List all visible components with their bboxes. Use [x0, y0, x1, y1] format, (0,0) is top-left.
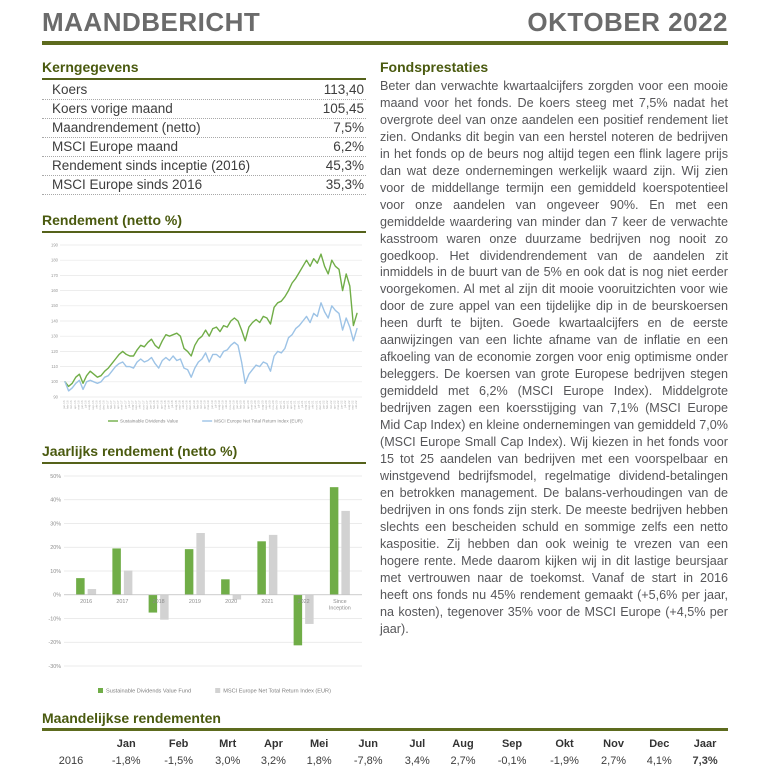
svg-text:-10%: -10%	[48, 616, 61, 623]
svg-text:jan-22: jan-22	[321, 400, 326, 409]
svg-text:aug-22: aug-22	[346, 400, 351, 410]
svg-text:2017: 2017	[116, 598, 129, 605]
cumulative-return-heading: Rendement (netto %)	[42, 212, 366, 233]
key-figure-label: MSCI Europe maand	[52, 139, 179, 154]
annual-return-heading: Jaarlijks rendement (netto %)	[42, 443, 366, 464]
svg-text:dec-19: dec-19	[231, 400, 236, 410]
key-figure-row	[42, 119, 366, 138]
key-figure-label: Koers	[52, 82, 88, 97]
key-figure-value: 35,3%	[325, 177, 364, 192]
svg-text:feb-21: feb-21	[281, 400, 286, 410]
return-cell: -1,9%	[550, 755, 579, 767]
svg-text:nov-18: nov-18	[184, 400, 189, 410]
monthly-returns-rule	[42, 728, 728, 731]
svg-text:120: 120	[51, 348, 58, 354]
svg-text:aug-17: aug-17	[130, 400, 135, 410]
svg-text:apr-21: apr-21	[289, 400, 294, 410]
return-cell: 3,2%	[260, 755, 286, 767]
monthly-returns-heading: Maandelijkse rendementen	[42, 710, 221, 726]
right-column	[380, 59, 728, 704]
svg-text:MSCI Europe Net Total Return I: MSCI Europe Net Total Return Index (EUR)	[214, 418, 303, 424]
svg-text:-20%: -20%	[48, 640, 61, 647]
svg-text:0%: 0%	[53, 592, 61, 599]
key-figure-value: 105,45	[322, 101, 364, 116]
svg-text:jul-20: jul-20	[256, 400, 261, 408]
svg-text:aug-16: aug-16	[87, 400, 92, 410]
svg-text:apr-20: apr-20	[245, 400, 250, 410]
svg-text:okt-20: okt-20	[267, 400, 272, 409]
svg-text:aug-20: aug-20	[260, 400, 265, 410]
monthly-column-header: Mei	[309, 738, 329, 750]
svg-text:sep-21: sep-21	[307, 400, 312, 410]
monthly-column-header: Feb	[168, 738, 189, 750]
monthly-header-row	[42, 736, 728, 753]
key-figure-row	[42, 81, 366, 100]
svg-text:dec-18: dec-18	[188, 400, 193, 410]
svg-text:10%: 10%	[50, 568, 61, 575]
svg-text:feb-16: feb-16	[65, 400, 70, 410]
fondsprestaties-heading: Fondsprestaties	[380, 59, 489, 75]
monthly-column-header: Mrt	[219, 738, 237, 750]
svg-text:sep-22: sep-22	[350, 400, 355, 410]
svg-text:jan-18: jan-18	[148, 400, 153, 409]
monthly-column-header: Jan	[116, 738, 136, 750]
svg-text:Sustainable Dividends Value: Sustainable Dividends Value	[120, 418, 179, 424]
key-figure-value: 7,5%	[333, 120, 364, 135]
monthly-year-row	[42, 753, 728, 768]
key-figure-label: Rendement sinds inceptie (2016)	[52, 158, 251, 173]
svg-text:jun-18: jun-18	[166, 400, 171, 409]
svg-text:20%: 20%	[50, 545, 61, 552]
monthly-column-header: Nov	[603, 738, 624, 750]
return-cell: 3,4%	[404, 755, 430, 767]
svg-text:150: 150	[51, 303, 58, 309]
svg-text:mrt-20: mrt-20	[242, 400, 247, 410]
svg-text:mei-16: mei-16	[76, 400, 81, 410]
svg-text:160: 160	[51, 288, 58, 293]
header-rule	[42, 41, 728, 45]
svg-text:feb-17: feb-17	[108, 400, 113, 410]
svg-text:2019: 2019	[188, 598, 201, 605]
key-figure-row	[42, 100, 366, 119]
monthly-column-header: Dec	[649, 738, 670, 750]
svg-text:2018: 2018	[152, 598, 165, 605]
svg-text:Since: Since	[333, 598, 347, 605]
svg-text:sep-19: sep-19	[220, 400, 225, 410]
return-cell: -1,8%	[111, 755, 141, 767]
svg-text:130: 130	[51, 333, 58, 339]
svg-text:110: 110	[51, 364, 58, 369]
key-figure-row	[42, 138, 366, 157]
kerngegevens-section	[42, 59, 366, 195]
monthly-column-header	[42, 736, 100, 753]
annual-return-chart	[42, 470, 366, 704]
svg-text:140: 140	[51, 318, 58, 324]
svg-text:nov-19: nov-19	[227, 400, 232, 410]
svg-text:40%: 40%	[50, 497, 61, 504]
key-figure-label: Maandrendement (netto)	[52, 120, 201, 135]
svg-text:okt-22: okt-22	[354, 400, 358, 409]
return-cell: 3,0%	[215, 755, 241, 767]
svg-text:dec-21: dec-21	[317, 400, 322, 410]
svg-text:apr-19: apr-19	[202, 400, 207, 410]
svg-text:jan-17: jan-17	[105, 400, 110, 409]
svg-text:aug-18: aug-18	[173, 400, 178, 410]
monthly-column-header: Jul	[409, 738, 426, 750]
svg-text:2020: 2020	[225, 598, 238, 605]
svg-text:jan-21: jan-21	[278, 400, 283, 409]
svg-text:dec-20: dec-20	[274, 400, 279, 410]
svg-text:apr-16: apr-16	[72, 400, 77, 410]
svg-text:apr-17: apr-17	[116, 400, 121, 410]
svg-text:mei-19: mei-19	[206, 400, 211, 410]
svg-text:mei-17: mei-17	[119, 400, 124, 410]
key-figure-row	[42, 176, 366, 195]
svg-text:mrt-16: mrt-16	[69, 400, 74, 410]
svg-text:jul-19: jul-19	[213, 400, 218, 408]
svg-text:nov-20: nov-20	[271, 400, 276, 410]
svg-text:nov-17: nov-17	[141, 400, 146, 410]
svg-text:100: 100	[51, 379, 58, 385]
key-figures-table	[42, 81, 366, 195]
svg-text:sep-20: sep-20	[263, 400, 268, 410]
svg-text:-30%: -30%	[48, 663, 61, 670]
svg-text:jan-20: jan-20	[235, 400, 240, 409]
cumulative-return-section	[42, 212, 366, 431]
monthly-column-header: Aug	[452, 738, 474, 750]
svg-text:okt-21: okt-21	[310, 400, 315, 409]
svg-text:jul-22: jul-22	[343, 400, 348, 408]
return-cell: 2,7%	[601, 755, 627, 767]
svg-text:okt-17: okt-17	[137, 400, 142, 409]
svg-text:feb-18: feb-18	[152, 400, 157, 410]
return-cell: 2,7%	[450, 755, 476, 767]
year-cell: 2016	[58, 755, 84, 767]
svg-text:2021: 2021	[261, 598, 274, 605]
report-period: OKTOBER 2022	[527, 7, 728, 37]
svg-text:nov-21: nov-21	[314, 400, 319, 410]
return-cell: 1,8%	[306, 755, 332, 767]
monthly-column-header: Jun	[358, 738, 378, 750]
svg-text:jun-16: jun-16	[80, 400, 85, 409]
svg-text:mei-18: mei-18	[162, 400, 167, 410]
left-column	[42, 59, 366, 704]
svg-text:dec-16: dec-16	[101, 400, 106, 410]
report-title: MAANDBERICHT	[42, 7, 261, 37]
monthly-returns-table	[42, 736, 728, 768]
svg-text:jun-21: jun-21	[296, 400, 301, 409]
svg-text:90: 90	[53, 394, 58, 400]
svg-text:sep-18: sep-18	[177, 400, 182, 410]
monthly-column-header: Apr	[263, 738, 283, 750]
svg-text:Inception: Inception	[328, 605, 351, 612]
key-figure-row	[42, 157, 366, 176]
fondsprestaties-text: Beter dan verwachte kwartaalcijfers zorgden voor een mooie maand voor het fonds. De koers steeg met 7,5% nadat het overgrote deel van onze aandelen een positief rendement liet zien. Ondanks dit begin van een herstel noteren de bedrijven in het fonds op de beurs nog altijd tegen een flink lagere prijs dan wat deze ondernemingen werkelijk waard zijn. Wij zien voor de middellange termijn een gemiddeld koerspotentieel voor onze aandelen van ongeveer 90%. En met een gemiddelde waardering van minder dan 7 keer de verwachte kasstroom waren onze duurzame bedrijven nog nooit zo goedkoop. Het dividendrendement van de aandelen zit inmiddels in de buurt van de 5% en ook dat is nog niet eerder voorgekomen. Al met al zijn dit mooie vooruitzichten voor wie door de zure appel van een tijdelijke dip in de beurskoersen heen durft te bijten. Goede kwartaalcijfers en de eerste aanwijzingen van een lichte afname van de inflatie en een afkoeling van de economie zorgen voor enig optimisme onder beleggers. De koersen van grote Europese bedrijven stegen gemiddeld met 6,2% (MSCI Europe Index). Middelgrote bedrijven zagen een koersstijging van 7,1% (MSCI Europe Mid Cap Index) en kleine ondernemingen van gemiddeld 7,0% (MSCI Europe Small Cap Index). Wij kiezen in het fonds voor 15 tot 25 aandelen van bedrijven met een voorspelbaar en winstgevend bedrijfsmodel, regelmatige dividend-betalingen en betrokken management. De balans-verhoudingen van de bedrijven in ons fonds zijn sterk. De meeste bedrijven hebben slechts een bescheiden schuld en sommige zelfs een netto kaspositie. Zij hebben dan ook weinig te vrezen van een hogere rente. Mede daarom kijken wij in dit lastige beursjaar met vertrouwen naar de toekomst. Vanaf de start in 2016 heeft ons fonds nu 45% rendement gemaakt (+5,6% per jaar, na kosten), tegenover 35% voor de MSCI Europe (+4,5% per jaar).	[380, 79, 728, 636]
svg-text:apr-18: apr-18	[159, 400, 164, 410]
svg-text:feb-20: feb-20	[238, 400, 243, 410]
monthly-returns-section	[42, 710, 728, 768]
svg-text:jun-19: jun-19	[209, 400, 214, 409]
svg-text:jul-16: jul-16	[83, 400, 88, 408]
svg-text:okt-19: okt-19	[224, 400, 229, 409]
svg-text:feb-19: feb-19	[195, 400, 200, 410]
kerngegevens-heading: Kerngegevens	[42, 59, 366, 80]
svg-text:sep-17: sep-17	[134, 400, 139, 410]
svg-text:okt-16: okt-16	[94, 400, 99, 409]
svg-text:aug-21: aug-21	[303, 400, 308, 410]
svg-text:2016: 2016	[80, 598, 93, 605]
return-cell: -0,1%	[497, 755, 527, 767]
return-cell: 4,1%	[646, 755, 672, 767]
key-figure-label: Koers vorige maand	[52, 101, 173, 116]
svg-text:50%: 50%	[50, 473, 61, 480]
svg-text:mrt-19: mrt-19	[198, 400, 203, 410]
monthly-column-header: Okt	[555, 738, 574, 750]
svg-text:mei-20: mei-20	[249, 400, 254, 410]
svg-text:apr-22: apr-22	[332, 400, 337, 410]
svg-text:mei-21: mei-21	[292, 400, 297, 410]
svg-text:feb-22: feb-22	[325, 400, 330, 410]
svg-text:jan-16: jan-16	[62, 400, 66, 409]
svg-text:190: 190	[51, 242, 58, 248]
return-cell: -7,8%	[353, 755, 383, 767]
svg-text:2022: 2022	[297, 598, 310, 605]
svg-text:nov-16: nov-16	[98, 400, 103, 410]
svg-text:jun-20: jun-20	[253, 400, 258, 409]
svg-text:Sustainable Dividends Value Fu: Sustainable Dividends Value Fund	[106, 688, 192, 695]
svg-text:aug-19: aug-19	[217, 400, 222, 410]
cumulative-return-chart	[42, 239, 366, 431]
return-cell: -1,5%	[164, 755, 193, 767]
svg-text:jul-17: jul-17	[126, 400, 131, 408]
key-figure-label: MSCI Europe sinds 2016	[52, 177, 203, 192]
svg-text:jul-18: jul-18	[170, 400, 175, 408]
svg-text:jul-21: jul-21	[299, 400, 304, 408]
svg-text:jun-17: jun-17	[123, 400, 128, 409]
return-cell: 7,3%	[692, 755, 718, 767]
svg-text:jun-22: jun-22	[339, 400, 344, 409]
svg-text:dec-17: dec-17	[144, 400, 149, 410]
svg-text:MSCI Europe Net Total Return I: MSCI Europe Net Total Return Index (EUR)	[223, 688, 331, 695]
svg-text:30%: 30%	[50, 521, 61, 528]
svg-text:mrt-21: mrt-21	[285, 400, 290, 410]
svg-text:mrt-18: mrt-18	[155, 400, 160, 410]
svg-text:mrt-22: mrt-22	[328, 400, 333, 410]
content-columns	[42, 59, 728, 704]
svg-text:180: 180	[51, 257, 58, 263]
key-figure-value: 45,3%	[325, 158, 364, 173]
monthly-column-header: Jaar	[693, 738, 717, 750]
key-figure-value: 113,40	[323, 82, 364, 97]
svg-text:jan-19: jan-19	[191, 400, 196, 409]
svg-text:mrt-17: mrt-17	[112, 400, 117, 410]
report-header	[42, 2, 728, 38]
key-figure-value: 6,2%	[333, 139, 364, 154]
svg-text:sep-16: sep-16	[90, 400, 95, 410]
svg-text:mei-22: mei-22	[335, 400, 340, 410]
svg-text:170: 170	[51, 272, 58, 278]
monthly-column-header: Sep	[501, 738, 523, 750]
svg-text:okt-18: okt-18	[180, 400, 185, 409]
annual-return-section	[42, 443, 366, 704]
